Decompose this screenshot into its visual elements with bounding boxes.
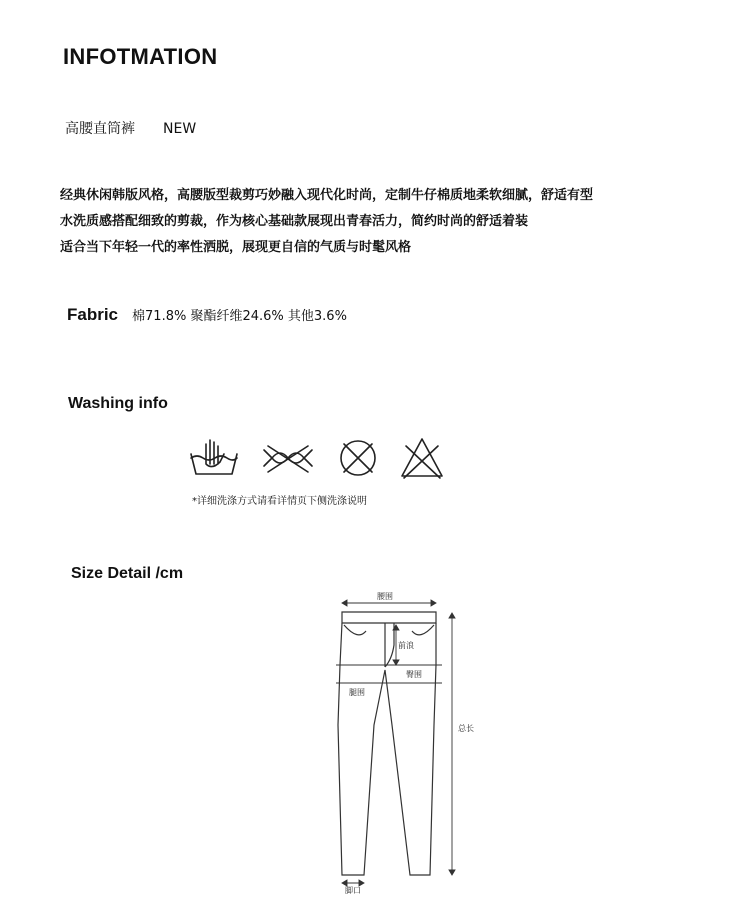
front-rise-label: 前浪	[398, 641, 414, 650]
size-title: Size Detail /cm	[71, 565, 184, 582]
do-not-tumble-dry-icon	[341, 441, 375, 475]
hip-label: 臀围	[406, 670, 422, 679]
description-line: 适合当下年轻一代的率性洒脱，展现更自信的气质与时髦风格	[60, 240, 412, 255]
fabric-row	[67, 305, 347, 325]
hand-wash-icon	[191, 440, 237, 474]
washing-icons	[188, 434, 450, 482]
product-name-line	[65, 118, 196, 138]
leg-opening-label: 脚口	[345, 886, 361, 895]
pants-size-diagram	[330, 585, 490, 895]
fabric-composition: 棉71.8% 聚酯纤维24.6% 其他3.6%	[132, 309, 347, 324]
washing-title: Washing info	[68, 395, 168, 412]
thigh-label: 腿围	[349, 688, 365, 697]
new-tag: NEW	[163, 121, 197, 137]
description-line: 水洗质感搭配细致的剪裁，作为核心基础款展现出青春活力，简约时尚的舒适着装	[60, 214, 529, 229]
do-not-wring-icon	[264, 446, 312, 472]
fabric-label: Fabric	[67, 305, 119, 324]
do-not-bleach-icon	[402, 439, 442, 478]
product-name: 高腰直筒裤	[65, 121, 135, 137]
product-description	[60, 183, 593, 261]
waist-label: 腰围	[377, 592, 393, 601]
page-title: INFOTMATION	[63, 44, 218, 69]
total-length-label: 总长	[458, 724, 474, 733]
description-line: 经典休闲韩版风格，高腰版型裁剪巧妙融入现代化时尚，定制牛仔棉质地柔软细腻，舒适有型	[60, 188, 594, 203]
washing-note: *详细洗涤方式请看详情页下侧洗涤说明	[192, 496, 367, 507]
